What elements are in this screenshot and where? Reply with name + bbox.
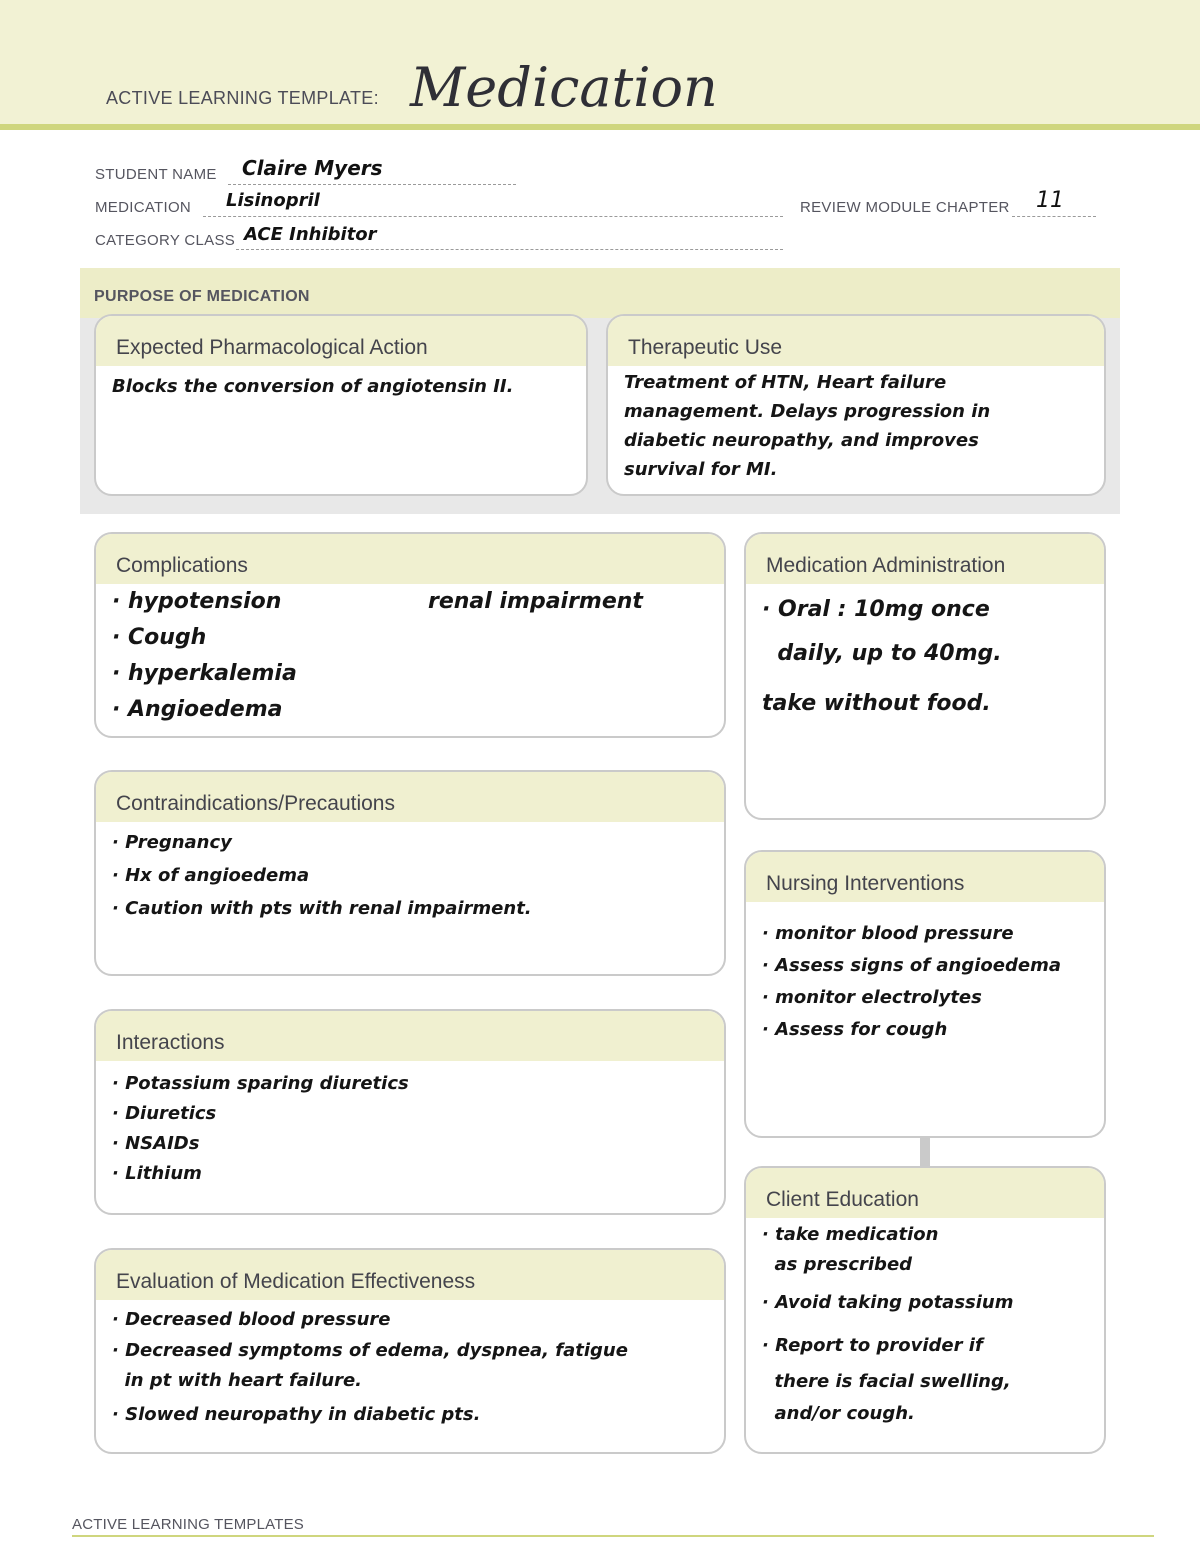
nursing-intervention-item: · Assess signs of angioedema — [762, 955, 1061, 976]
medication-field[interactable]: Lisinopril — [226, 190, 320, 211]
connector-bar — [920, 1136, 930, 1166]
therapeutic-use-box[interactable] — [606, 314, 1106, 496]
complication-item: · Angioedema — [112, 697, 283, 722]
complication-item: · Cough — [112, 625, 207, 650]
evaluation-item: in pt with heart failure. — [112, 1370, 362, 1391]
category-class-label: CATEGORY CLASS — [95, 232, 236, 249]
medication-label: MEDICATION — [95, 199, 192, 216]
administration-title: Medication Administration — [766, 554, 1006, 577]
complications-title: Complications — [116, 554, 248, 577]
category-class-field[interactable]: ACE Inhibitor — [244, 224, 377, 245]
student-name-line — [228, 184, 516, 185]
client-education-item: there is facial swelling, — [762, 1371, 1011, 1392]
interaction-item: · Diuretics — [112, 1103, 217, 1124]
administration-box[interactable] — [744, 532, 1106, 820]
therapeutic-use-line: management. Delays progression in — [624, 401, 991, 422]
interactions-box[interactable] — [94, 1009, 726, 1215]
expected-action-box[interactable] — [94, 314, 588, 496]
client-education-box[interactable] — [744, 1166, 1106, 1454]
client-education-title: Client Education — [766, 1188, 919, 1211]
contraindications-header — [96, 772, 724, 822]
nursing-interventions-box[interactable] — [744, 850, 1106, 1138]
medication-line — [203, 216, 783, 217]
nursing-intervention-item: · monitor blood pressure — [762, 923, 1014, 944]
expected-action-header — [96, 316, 586, 366]
evaluation-item: · Decreased blood pressure — [112, 1309, 391, 1330]
contraindication-item: · Pregnancy — [112, 832, 232, 853]
administration-item: · Oral : 10mg once — [762, 597, 990, 622]
nursing-interventions-title: Nursing Interventions — [766, 872, 965, 895]
footer-rule — [72, 1535, 1154, 1537]
contraindication-item: · Hx of angioedema — [112, 865, 310, 886]
client-education-item: · Report to provider if — [762, 1335, 983, 1356]
contraindications-title: Contraindications/Precautions — [116, 792, 395, 815]
administration-item: daily, up to 40mg. — [762, 641, 1002, 666]
evaluation-header — [96, 1250, 724, 1300]
review-module-line — [1012, 216, 1096, 217]
interactions-title: Interactions — [116, 1031, 225, 1054]
therapeutic-use-line: survival for MI. — [624, 459, 778, 480]
header-rule — [0, 124, 1200, 130]
interactions-header — [96, 1011, 724, 1061]
interaction-item: · Lithium — [112, 1163, 202, 1184]
evaluation-box[interactable] — [94, 1248, 726, 1454]
therapeutic-use-header — [608, 316, 1104, 366]
therapeutic-use-line: diabetic neuropathy, and improves — [624, 430, 979, 451]
footer-text: ACTIVE LEARNING TEMPLATES — [72, 1516, 304, 1533]
complication-item: · hyperkalemia — [112, 661, 297, 686]
complications-box[interactable] — [94, 532, 726, 738]
complication-extra: renal impairment — [428, 589, 643, 614]
review-module-field[interactable]: 11 — [1036, 188, 1064, 213]
client-education-item: as prescribed — [762, 1254, 913, 1275]
contraindications-box[interactable] — [94, 770, 726, 976]
client-education-item: · Avoid taking potassium — [762, 1292, 1014, 1313]
contraindication-item: · Caution with pts with renal impairment. — [112, 898, 532, 919]
interaction-item: · Potassium sparing diuretics — [112, 1073, 409, 1094]
administration-header — [746, 534, 1104, 584]
evaluation-item: · Decreased symptoms of edema, dyspnea, fatigue — [112, 1340, 628, 1361]
evaluation-item: · Slowed neuropathy in diabetic pts. — [112, 1404, 481, 1425]
complications-header — [96, 534, 724, 584]
student-name-label: STUDENT NAME — [95, 166, 217, 183]
therapeutic-use-line: Treatment of HTN, Heart failure — [624, 372, 947, 393]
client-education-header — [746, 1168, 1104, 1218]
interaction-item: · NSAIDs — [112, 1133, 200, 1154]
expected-action-title: Expected Pharmacological Action — [116, 336, 428, 359]
student-name-field[interactable]: Claire Myers — [242, 156, 383, 180]
template-label: ACTIVE LEARNING TEMPLATE: — [106, 88, 379, 108]
evaluation-title: Evaluation of Medication Effectiveness — [116, 1270, 476, 1293]
administration-item: take without food. — [762, 691, 991, 716]
therapeutic-use-title: Therapeutic Use — [628, 336, 783, 359]
purpose-label: PURPOSE OF MEDICATION — [94, 288, 310, 305]
category-class-line — [236, 249, 783, 250]
review-module-label: REVIEW MODULE CHAPTER — [800, 199, 1010, 216]
template-title: Medication — [410, 56, 718, 119]
client-education-item: and/or cough. — [762, 1403, 915, 1424]
complication-item: · hypotension — [112, 589, 282, 614]
nursing-intervention-item: · monitor electrolytes — [762, 987, 982, 1008]
nursing-intervention-item: · Assess for cough — [762, 1019, 948, 1040]
nursing-interventions-header — [746, 852, 1104, 902]
expected-action-line: Blocks the conversion of angiotensin II. — [112, 376, 514, 397]
client-education-item: · take medication — [762, 1224, 939, 1245]
